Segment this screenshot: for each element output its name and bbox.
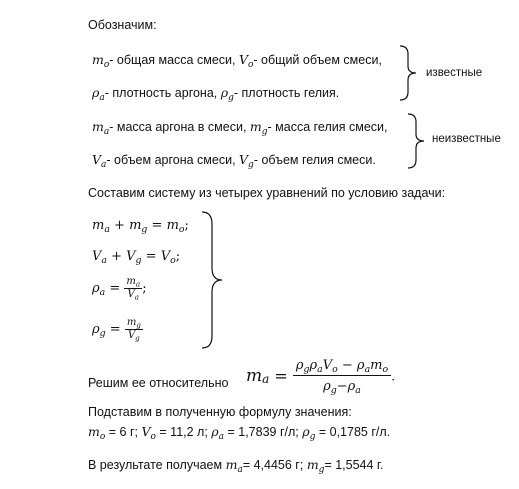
system-intro: Составим систему из четырех уравнений по условию задачи:	[88, 186, 446, 200]
system-brace	[198, 210, 228, 350]
unknown-line-1: $m_a-$ масса аргона в смеси, $m_g-$ масса гелия смеси,	[92, 119, 388, 137]
known-label: известные	[426, 67, 483, 79]
equation-argon-density: $\rho_a$ = $\frac{m_a}{V_a}$ ;	[92, 276, 147, 302]
result-line: В результате получаем $m_a= 4,4456$ г; $m_g= 1,5544$ г.	[88, 457, 384, 475]
known-line-1: $m_o-$ общая масса смеси, $V_o-$ общий объем смеси,	[92, 52, 382, 70]
solution-denominator: $\rho_g-\rho_a$	[323, 379, 361, 396]
known-line-2: $\rho_a-$ плотность аргона, $\rho_g-$ плотность гелия.	[92, 85, 340, 103]
unknown-brace	[404, 112, 430, 170]
solution-numerator: $\rho_g\rho_aV_o - \rho_am_o$	[293, 359, 391, 376]
solve-text: Решим ее относительно	[88, 376, 229, 390]
equation-helium-density: $\rho_g$ = $\frac{m_g}{V_g}$	[92, 317, 141, 343]
solution-formula: $m_a$ = $\frac{\rho_g\rho_aV_o - \rho_am_o}{\rho_g-\rho_a}$ .	[246, 358, 396, 396]
equation-volume-sum: $V_a + V_g = V_o$;	[92, 249, 181, 266]
intro-heading: Обозначим:	[88, 18, 157, 32]
substitute-intro: Подставим в полученную формулу значения:	[88, 405, 352, 419]
unknown-label: неизвестные	[432, 133, 501, 145]
given-values: $m_o = 6$ г; $V_o = 11,2$ л; $\rho_a = 1,7839$ г/л; $\rho_g = 0,1785$ г/л.	[88, 424, 391, 442]
known-brace	[396, 44, 422, 102]
unknown-line-2: $V_a-$ объем аргона смеси, $V_g-$ объем гелия смеси.	[92, 152, 376, 170]
equation-mass-sum: $m_a + m_g = m_o$;	[92, 218, 189, 235]
